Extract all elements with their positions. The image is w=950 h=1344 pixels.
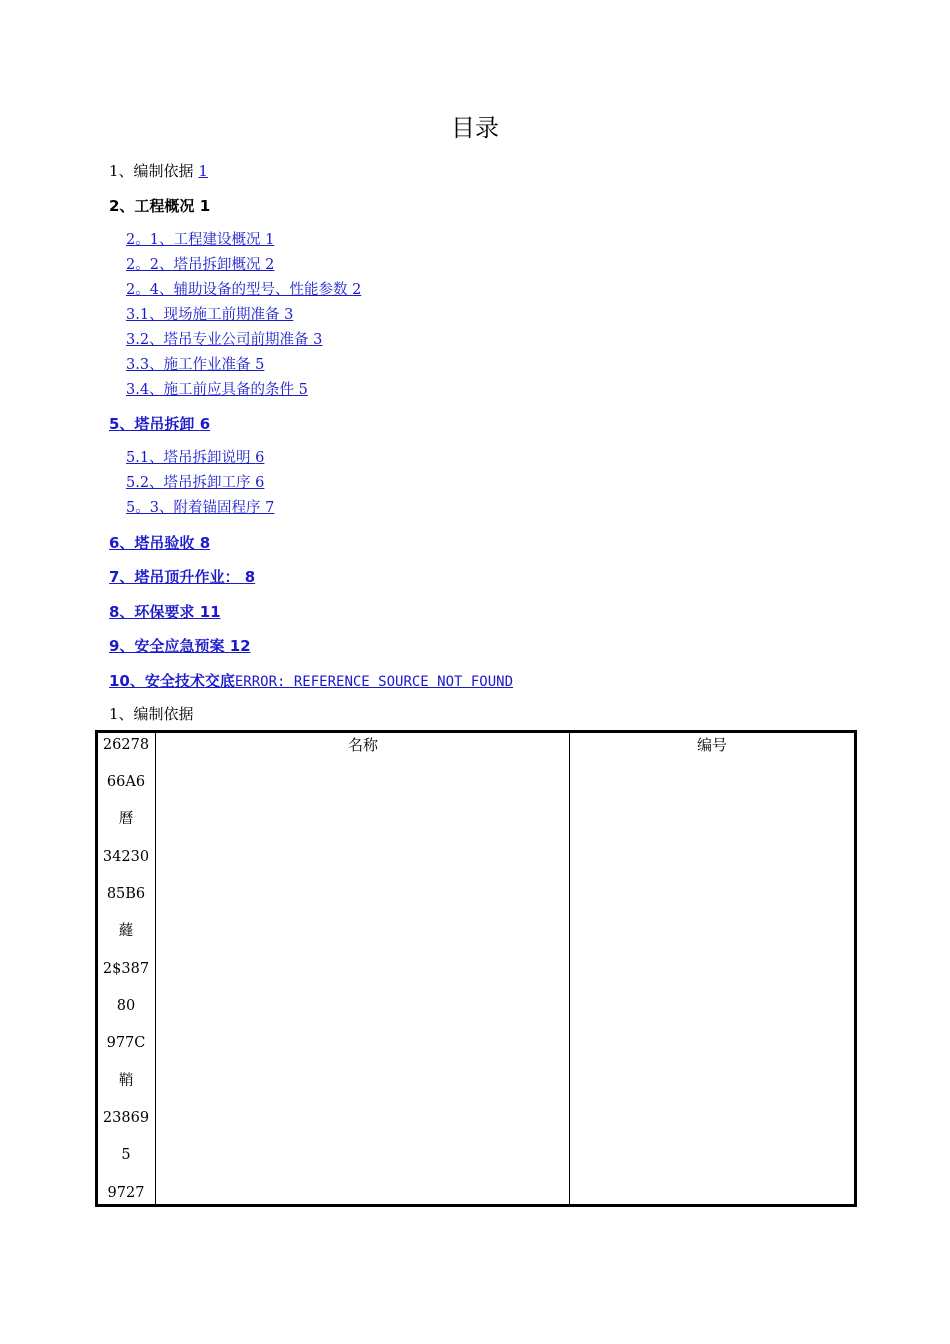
toc-entry[interactable] [109, 161, 208, 181]
toc-entry-page: 2 [265, 257, 275, 273]
toc-entry[interactable] [126, 473, 264, 493]
toc-entry[interactable] [126, 380, 308, 400]
code-cell-line: 9727 [107, 1185, 145, 1201]
toc-entry[interactable] [109, 636, 251, 656]
toc-entry[interactable] [126, 230, 274, 250]
toc-entry[interactable] [109, 414, 210, 434]
toc-entry[interactable] [126, 448, 264, 468]
toc-entry-label: 9、安全应急预案 [109, 637, 225, 655]
toc-entry[interactable] [126, 280, 361, 300]
code-cell-line: 鞘 [118, 1073, 134, 1089]
toc-entry-label: 3.1、现场施工前期准备 [126, 307, 280, 323]
code-cell-line: 977C [106, 1035, 146, 1051]
toc-entry-label: 5.1、塔吊拆卸说明 [126, 450, 251, 466]
toc-entry-label: 2。2、塔吊拆卸概况 [126, 257, 261, 273]
code-cell-line: 曆 [118, 811, 134, 827]
toc-entry-label: 10、安全技术交底 [109, 672, 235, 690]
toc-entry[interactable] [126, 498, 274, 518]
toc-entry-page[interactable]: 1 [198, 162, 208, 180]
toc-entry-page: 2 [352, 282, 362, 298]
toc-entry-page: 6 [199, 415, 211, 433]
toc-entry-page: 6 [255, 450, 265, 466]
toc-entry[interactable] [109, 602, 221, 622]
toc-entry-page: 1 [199, 197, 211, 215]
toc-entry-label: 3.2、塔吊专业公司前期准备 [126, 332, 309, 348]
toc-entry-label: 7、塔吊顶升作业： [109, 568, 240, 586]
toc-entry-label: 5.2、塔吊拆卸工序 [126, 475, 251, 491]
code-cell-line: 66A6 [106, 774, 146, 790]
toc-entry-label: 5、塔吊拆卸 [109, 415, 195, 433]
toc-entry[interactable] [109, 533, 210, 553]
section-heading: 1、编制依据 [109, 705, 194, 723]
toc-entry-page: 6 [255, 475, 265, 491]
code-cell-line: 34230 [102, 849, 150, 865]
code-cell-line: 23869 [102, 1110, 150, 1126]
code-cell-line: 5 [121, 1147, 131, 1163]
toc-entry[interactable] [126, 305, 293, 325]
code-cell-line: 85B6 [106, 886, 146, 902]
toc-entry-page: ERROR: REFERENCE SOURCE NOT FOUND [234, 674, 514, 690]
toc-entry-page: 3 [284, 307, 294, 323]
page-title: 目录 [451, 114, 499, 142]
toc-entry[interactable] [109, 196, 210, 216]
toc-entry-label: 2。4、辅助设备的型号、性能参数 [126, 282, 348, 298]
toc-entry-label: 8、环保要求 [109, 603, 195, 621]
code-cell-line: 80 [116, 998, 136, 1014]
toc-entry-label: 1、编制依据 [109, 162, 194, 180]
code-cell-line: 26278 [102, 737, 150, 753]
table-header-number: 编号 [696, 736, 727, 754]
toc-entry-page: 5 [255, 357, 265, 373]
code-cell-line: 蘕 [118, 923, 134, 939]
toc-entry-page: 8 [199, 534, 211, 552]
toc-entry-page: 8 [244, 568, 256, 586]
toc-entry[interactable] [126, 355, 264, 375]
toc-entry-label: 3.4、施工前应具备的条件 [126, 382, 295, 398]
table-header-name: 名称 [347, 736, 378, 754]
toc-entry-label: 2。1、工程建设概况 [126, 232, 261, 248]
toc-entry-page: 1 [265, 232, 275, 248]
toc-entry-label: 5。3、附着锚固程序 [126, 500, 261, 516]
code-cell-line: 2$387 [102, 961, 150, 977]
toc-entry[interactable] [109, 567, 255, 587]
toc-entry-page: 3 [313, 332, 323, 348]
toc-entry-label: 6、塔吊验收 [109, 534, 195, 552]
toc-entry-page: 12 [229, 637, 251, 655]
toc-entry[interactable] [126, 330, 322, 350]
toc-entry-label: 2、工程概况 [109, 197, 195, 215]
toc-entry-page: 11 [199, 603, 221, 621]
toc-entry[interactable] [126, 255, 274, 275]
name-column [156, 730, 570, 1207]
toc-entry-page: 7 [265, 500, 275, 516]
toc-entry-label: 3.3、施工作业准备 [126, 357, 251, 373]
toc-entry-page: 5 [298, 382, 308, 398]
toc-entry[interactable] [109, 671, 513, 692]
